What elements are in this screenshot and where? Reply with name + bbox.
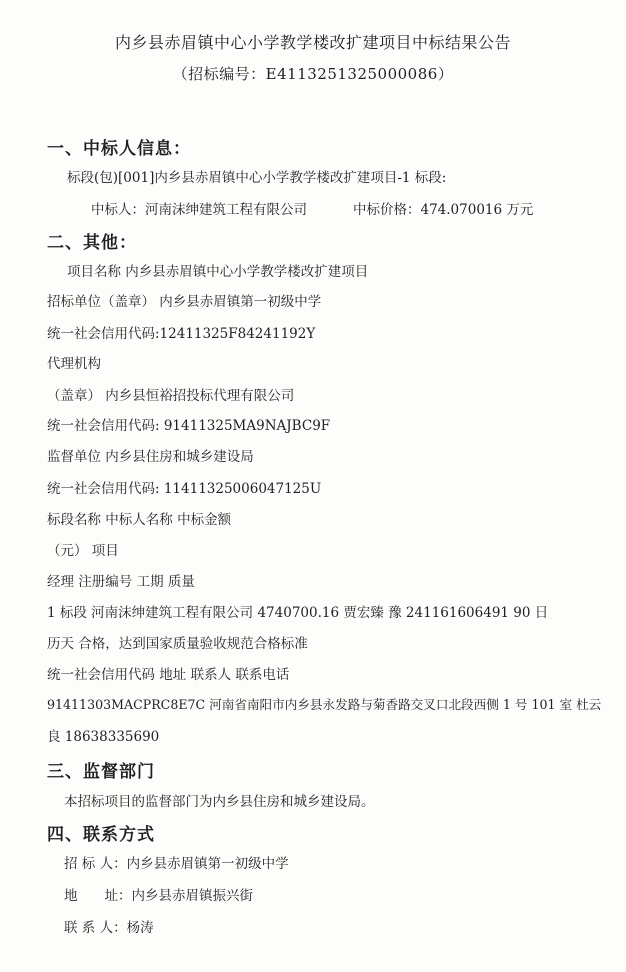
contact-value: 杨涛 bbox=[126, 920, 154, 936]
contact-value: 内乡县赤眉镇振兴街 bbox=[131, 888, 253, 904]
info-line: 统一社会信用代码: 91411325MA9NAJBC9F bbox=[47, 418, 331, 434]
info-line: 统一社会信用代码:12411325F84241192Y bbox=[47, 326, 316, 342]
contact-row bbox=[64, 916, 154, 936]
info-line: 标段名称 中标人名称 中标金额 bbox=[47, 512, 232, 528]
contact-value: 内乡县赤眉镇第一初级中学 bbox=[126, 856, 289, 872]
tender-code: （招标编号：E4113251325000086） bbox=[172, 65, 454, 83]
contact-label: 地 址： bbox=[64, 888, 132, 904]
winner-line bbox=[91, 198, 533, 218]
section-2-heading: 二、其他： bbox=[47, 233, 137, 253]
info-line: 历天 合格，达到国家质量验收规范合格标准 bbox=[47, 636, 308, 652]
info-line: （盖章） 内乡县恒裕招投标代理有限公司 bbox=[47, 388, 295, 404]
info-line: 招标单位（盖章） 内乡县赤眉镇第一初级中学 bbox=[47, 294, 322, 310]
contact-row bbox=[64, 852, 289, 872]
contact-row bbox=[64, 884, 253, 904]
section-3-heading: 三、监督部门 bbox=[47, 762, 155, 782]
info-line: 统一社会信用代码: 11411325006047125U bbox=[47, 481, 322, 497]
info-line: 代理机构 bbox=[47, 356, 101, 372]
info-line: 经理 注册编号 工期 质量 bbox=[47, 574, 195, 590]
section-1-heading: 一、中标人信息： bbox=[47, 139, 191, 159]
info-line: 91411303MACPRC8E7C 河南省南阳市内乡县永发路与菊香路交叉口北段西侧 1 号 101 室 杜云 bbox=[47, 697, 602, 712]
info-line: （元） 项目 bbox=[47, 543, 119, 559]
section-4-heading: 四、联系方式 bbox=[47, 825, 155, 845]
info-line: 统一社会信用代码 地址 联系人 联系电话 bbox=[47, 667, 290, 683]
info-line: 项目名称 内乡县赤眉镇中心小学教学楼改扩建项目 bbox=[67, 264, 369, 280]
supervision-text: 本招标项目的监督部门为内乡县住房和城乡建设局。 bbox=[64, 794, 375, 810]
info-line: 良 18638335690 bbox=[47, 729, 160, 745]
contact-label: 招 标 人： bbox=[64, 856, 127, 872]
info-line: 监督单位 内乡县住房和城乡建设局 bbox=[47, 449, 254, 465]
contact-label: 联 系 人： bbox=[64, 920, 127, 936]
lot-line: 标段(包)[001]内乡县赤眉镇中心小学教学楼改扩建项目-1 标段: bbox=[67, 170, 447, 186]
winner-name: 中标人：河南沫绅建筑工程有限公司 bbox=[91, 202, 307, 218]
info-line: 1 标段 河南沫绅建筑工程有限公司 4740700.16 贾宏臻 豫 241161606491 90 日 bbox=[47, 605, 549, 621]
winner-price: 中标价格：474.070016 万元 bbox=[353, 202, 534, 218]
document-title: 内乡县赤眉镇中心小学教学楼改扩建项目中标结果公告 bbox=[114, 33, 511, 52]
